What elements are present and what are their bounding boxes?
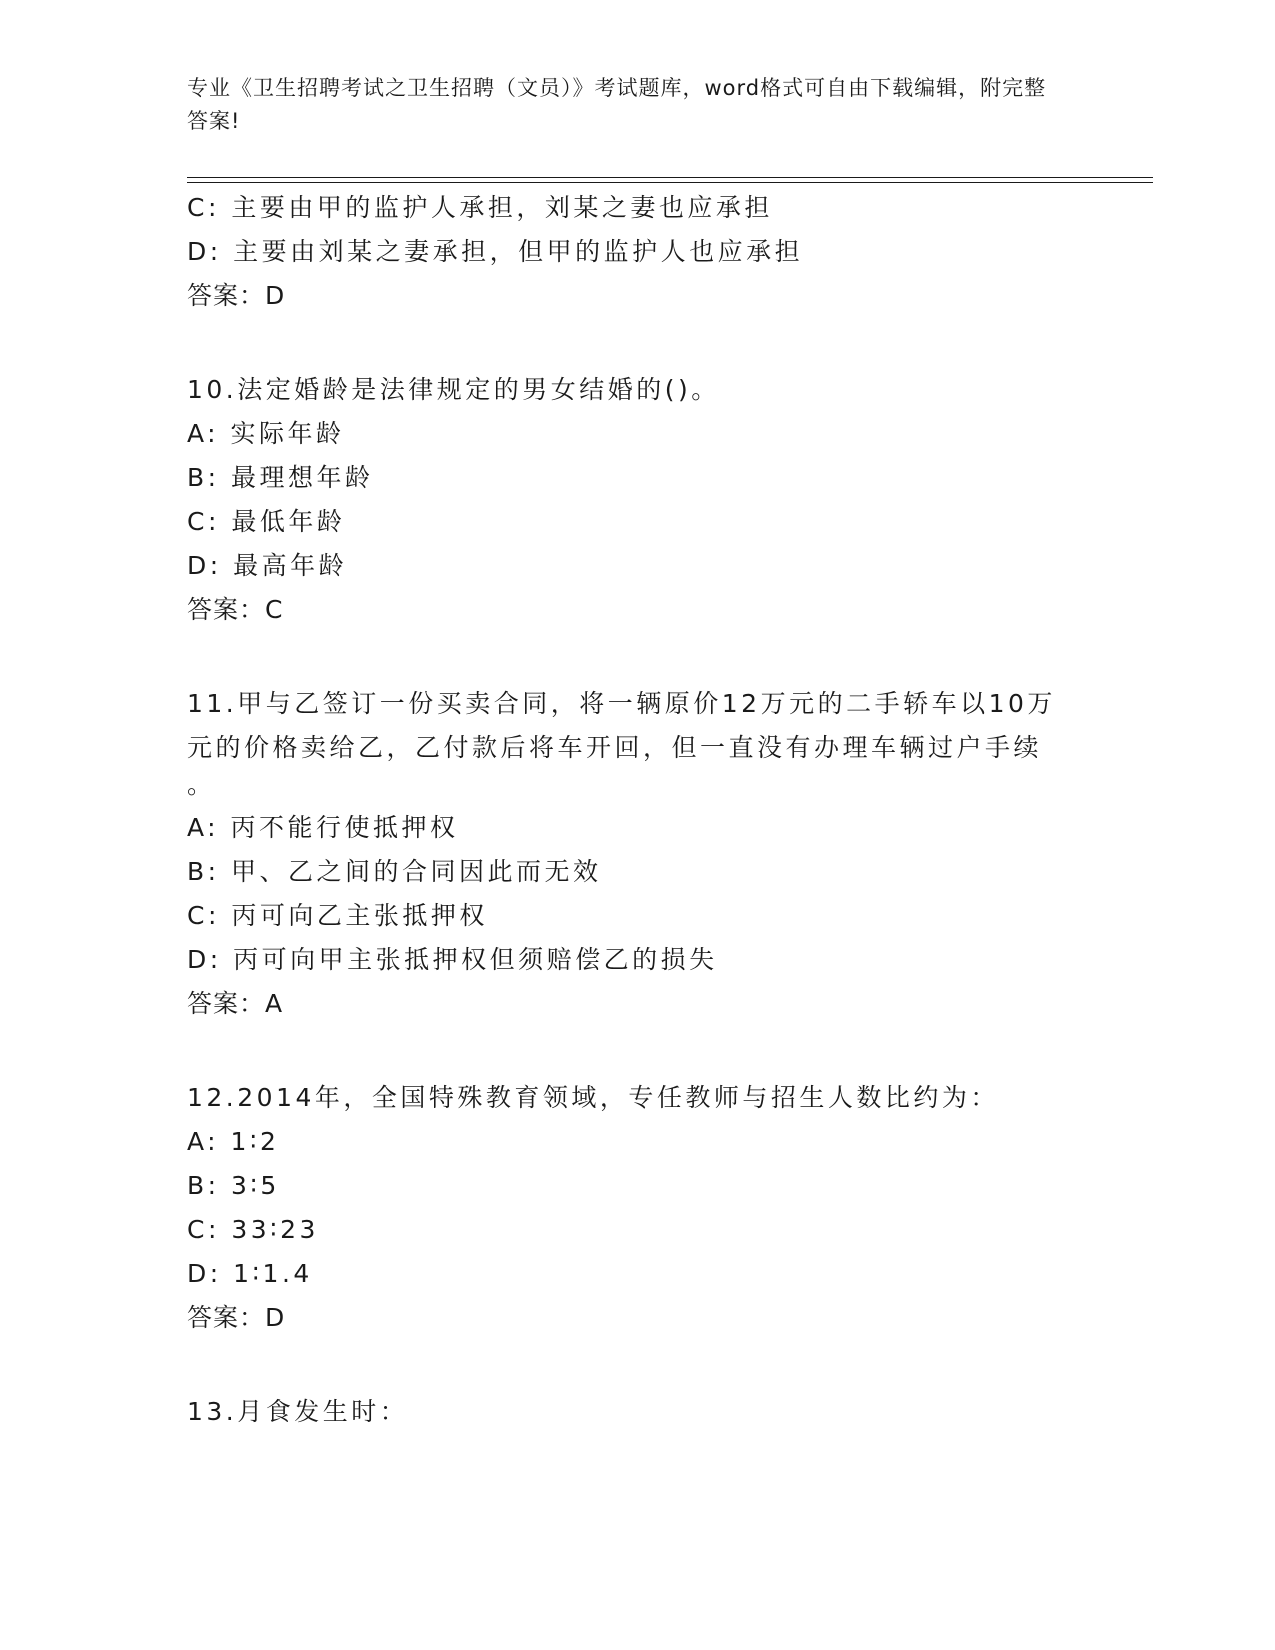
q11-question-line3: 。 xyxy=(187,770,216,799)
q12-option-a: A: 1∶2 xyxy=(187,1127,280,1156)
q11-option-d: D: 丙可向甲主张抵押权但须赔偿乙的损失 xyxy=(187,945,718,974)
q13-question: 13.月食发生时： xyxy=(187,1397,409,1426)
q12-option-b: B: 3∶5 xyxy=(187,1171,280,1200)
q11-option-a: A: 丙不能行使抵押权 xyxy=(187,813,459,842)
q9-answer: 答案：D xyxy=(187,281,286,310)
q9-option-c: C: 主要由甲的监护人承担，刘某之妻也应承担 xyxy=(187,193,773,222)
document-header: 专业《卫生招聘考试之卫生招聘（文员）》考试题库，word格式可自由下载编辑，附完整答案! xyxy=(187,76,1047,133)
q11-question-line1: 11.甲与乙签订一份买卖合同，将一辆原价12万元的二手轿车以10万 xyxy=(187,689,1056,718)
q10-option-c: C: 最低年龄 xyxy=(187,507,346,536)
q12-question: 12.2014年，全国特殊教育领域，专任教师与招生人数比约为： xyxy=(187,1083,999,1112)
q10-option-d: D: 最高年龄 xyxy=(187,551,348,580)
q12-answer: 答案：D xyxy=(187,1303,286,1332)
q12-option-c: C: 33∶23 xyxy=(187,1215,319,1244)
q10-option-b: B: 最理想年龄 xyxy=(187,463,374,492)
header-divider-bottom xyxy=(187,182,1153,183)
q11-option-b: B: 甲、乙之间的合同因此而无效 xyxy=(187,857,602,886)
q9-option-d: D: 主要由刘某之妻承担，但甲的监护人也应承担 xyxy=(187,237,804,266)
q10-question: 10.法定婚龄是法律规定的男女结婚的()。 xyxy=(187,375,720,404)
q10-option-a: A: 实际年龄 xyxy=(187,419,345,448)
q10-answer: 答案：C xyxy=(187,595,284,624)
q11-answer: 答案：A xyxy=(187,989,284,1018)
q11-question-line2: 元的价格卖给乙，乙付款后将车开回，但一直没有办理车辆过户手续 xyxy=(187,733,1043,762)
q11-option-c: C: 丙可向乙主张抵押权 xyxy=(187,901,488,930)
header-divider-top xyxy=(187,177,1153,178)
q12-option-d: D: 1∶1.4 xyxy=(187,1259,313,1288)
